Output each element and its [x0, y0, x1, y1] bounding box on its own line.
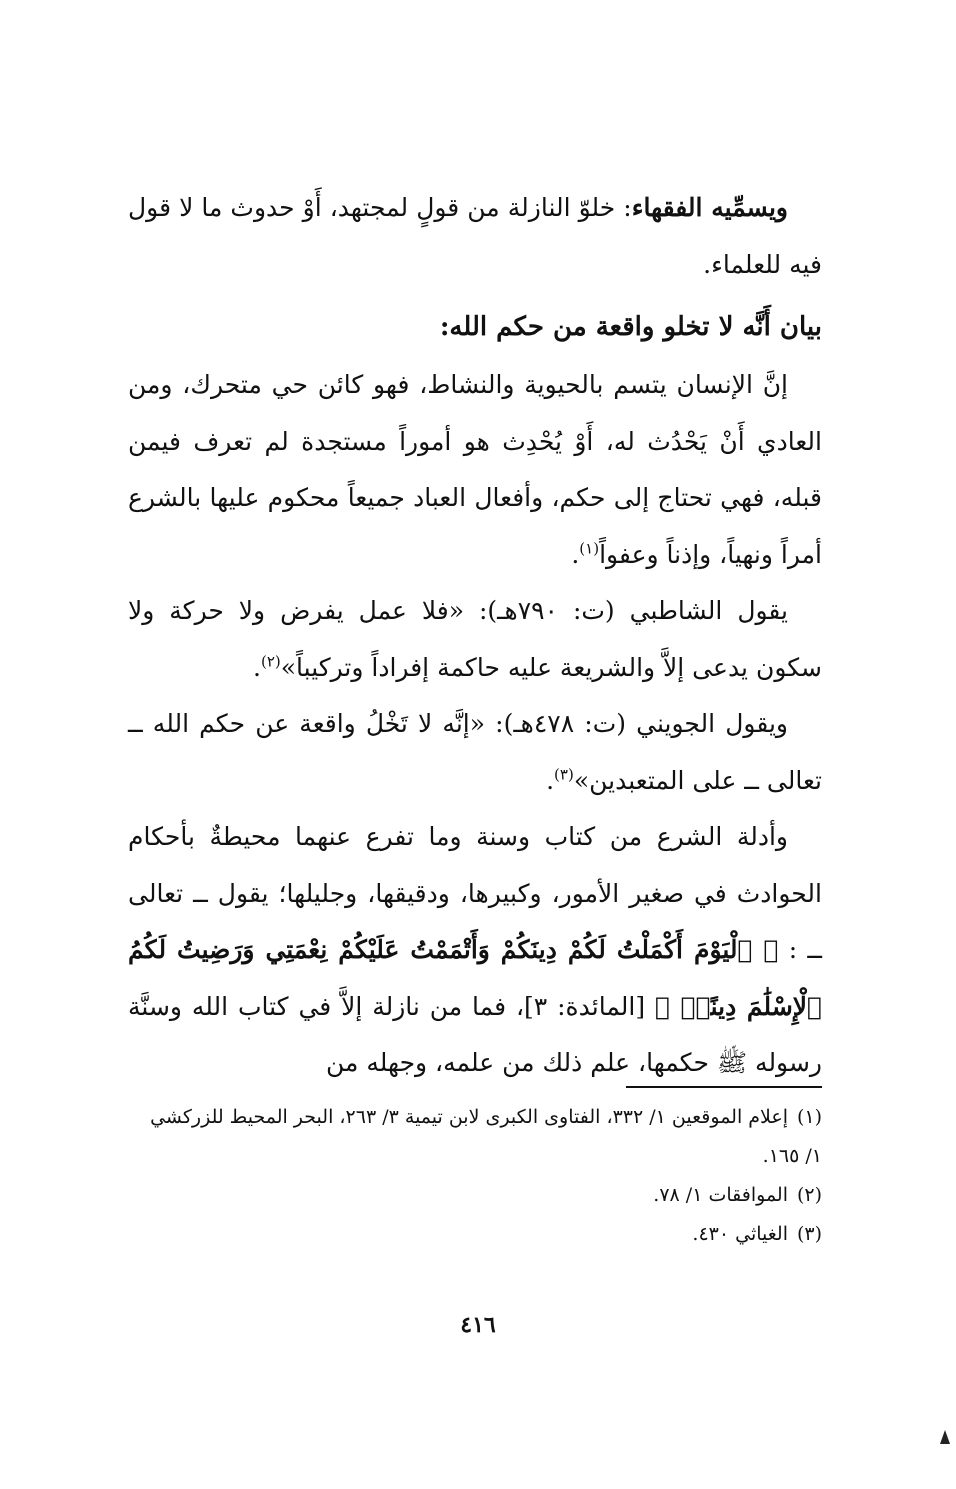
- paragraph-human: إنَّ الإنسان يتسم بالحيوية والنشاط، فهو كائن حي متحرك، ومن العادي أَنْ يَحْدُث له، أَوْ يُحْدِث هو أموراً مستجدة لم تعرف فيمن قبله، فهي تحتاج إلى حكم، وأفعال العباد جميعاً محكوم عليها بالشرع أمراً ونهياً، وإذناً وعفواً$^{(١)}$.: [128, 370, 822, 569]
- footnote-ref-2: (٢): [260, 652, 281, 671]
- section-heading: بيان أَنَّه لا تخلو واقعة من حكم الله:: [439, 312, 822, 342]
- paragraph-shatibi-text: يقول الشاطبي (ت: ٧٩٠هـ): «فلا عمل يفرض ولا حركة ولا سكون يدعى إلاَّ والشريعة عليه حاكمة إفراداً وتركيباً»: [128, 596, 822, 682]
- page-number: ٤١٦: [460, 1312, 496, 1338]
- footnote-number: (١): [796, 1106, 822, 1128]
- paragraph-shatibi: يقول الشاطبي (ت: ٧٩٠هـ): «فلا عمل يفرض ولا حركة ولا سكون يدعى إلاَّ والشريعة عليه حاكمة إفراداً وتركيباً»$^{(٢)}$.: [128, 596, 822, 682]
- footnotes: [128, 1098, 822, 1254]
- paragraph-evidence-before: وأدلة الشرع من كتاب وسنة وما تفرع عنهما محيطةٌ بأحكام الحوادث في صغير الأمور، وكبيرها، ودقيقها، وجليلها؛ يقول ــ تعالى ــ :: [128, 822, 822, 964]
- quran-verse: ﴿ ٱلْيَوْمَ أَكْمَلْتُ لَكُمْ دِينَكُمْ وَأَتْمَمْتُ عَلَيْكُمْ نِعْمَتِي وَرَضِيتُ لَكُمُ ٱلْإِسْلَٰمَ دِينًاۚ ﴾: [128, 935, 823, 1021]
- footnote-2: [128, 1176, 822, 1215]
- footnote-number: (٣): [796, 1223, 822, 1245]
- paragraph-juwayni-text: ويقول الجويني (ت: ٤٧٨هـ): «إنَّه لا تَخْلُ واقعة عن حكم الله ــ تعالى ــ على المتعبدين»: [128, 709, 822, 795]
- footnote-3: [128, 1215, 822, 1254]
- term-fuqaha: ويسمِّيه الفقهاء: [631, 193, 788, 222]
- paragraph-fuqaha-text: : خلوّ النازلة من قولٍ لمجتهد، أَوْ حدوث ما لا قول فيه للعلماء.: [128, 193, 822, 279]
- footnote-ref-1: (١): [579, 539, 600, 558]
- paragraph-fuqaha: [128, 180, 822, 293]
- footnote-text: الغياثي ٤٣٠.: [692, 1223, 788, 1245]
- paragraph-juwayni: ويقول الجويني (ت: ٤٧٨هـ): «إنَّه لا تَخْلُ واقعة عن حكم الله ــ تعالى ــ على المتعبدين»$^{(٣)}$.: [128, 709, 822, 795]
- footnote-text: إعلام الموقعين ١/ ٣٣٢، الفتاوى الكبرى لابن تيمية ٣/ ٢٦٣، البحر المحيط للزركشي ١/ ١٦٥.: [150, 1106, 822, 1167]
- footnote-1: [128, 1098, 822, 1176]
- footnote-separator: [626, 1086, 822, 1088]
- page-body: [128, 180, 822, 1092]
- footnote-number: (٢): [796, 1184, 822, 1206]
- footnote-ref-3: (٣): [554, 765, 574, 784]
- footnote-text: الموافقات ١/ ٧٨.: [653, 1184, 788, 1206]
- paragraph-evidence: [128, 809, 822, 1092]
- paragraph-human-text: إنَّ الإنسان يتسم بالحيوية والنشاط، فهو كائن حي متحرك، ومن العادي أَنْ يَحْدُث له، أَوْ يُحْدِث هو أموراً مستجدة لم تعرف فيمن قبله، فهي تحتاج إلى حكم، وأفعال العباد جميعاً محكوم عليها بالشرع أمراً ونهياً، وإذناً وعفواً: [128, 370, 822, 569]
- paragraph-evidence-after: [المائدة: ٣]، فما من نازلة إلاَّ في كتاب الله وسنَّة رسوله ﷺ حكمها، علم ذلك من علمه، وجهله من: [128, 991, 822, 1077]
- corner-mark-icon: [940, 1430, 950, 1444]
